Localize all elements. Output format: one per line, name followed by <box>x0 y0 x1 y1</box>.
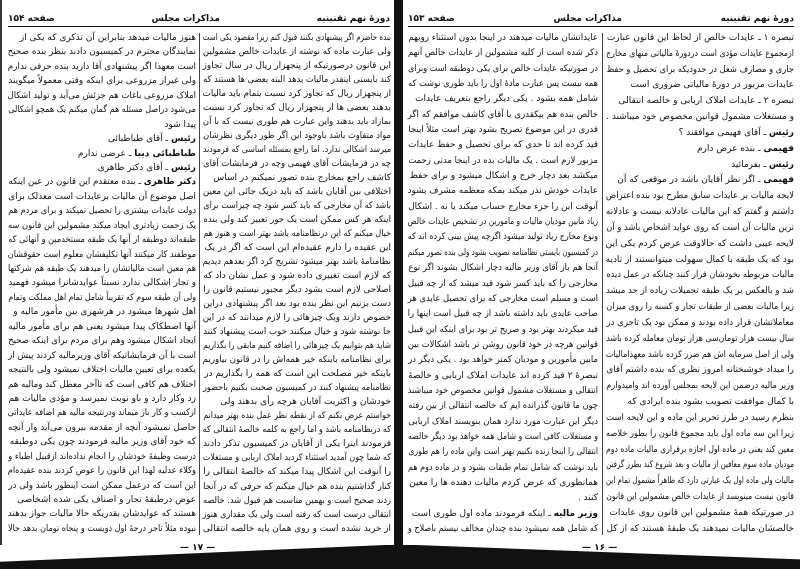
text-line: نبوده مثلاً تاجر درجهٔ اول دویست و پنجاه تومان بدهد حالا <box>8 523 196 534</box>
text-line: ولی آن طبقه سوم که تقریباً شامل تمام اهل مملکت وتمام <box>8 292 197 303</box>
text-line: است و مسلم است مخارجی که برای تحصیل عایدی هر <box>407 293 598 304</box>
text-line: بنظرم رسید در طرز تحریر این ماده و این لایحه است <box>605 412 794 423</box>
text-column-right <box>203 33 391 535</box>
speech-text: ـ آقای دکتر طاهری <box>97 162 172 173</box>
text-line: تبصره ۲ ـ عایدات املاک اربابی و خالصه انتقالی <box>618 96 794 107</box>
text-line: دیگر این عبارت مورد ندارد همان بنویسند املاک اربابی <box>408 416 598 427</box>
text-line: که لازم است تغییری داده شود و عمل نشان داد که <box>203 271 391 282</box>
text-line: کند بایستی اینقدر مالیات بدهد البته بعضی ها هستند که <box>203 75 391 86</box>
page-edge <box>0 0 2 545</box>
text-column-left <box>408 33 598 535</box>
text-line: انتقالی درست است که رفته است ولی یک مقداری هنوز <box>202 509 391 520</box>
text-line: است با آن فرمایشاتیکه آقای وزیرمالیه کردند پیش از <box>8 350 196 361</box>
text-line: کنند . <box>577 493 598 504</box>
column-divider <box>199 33 200 535</box>
text-line: صاحب عایدی باید داشته باشد از چه قبیل است اینها را <box>407 309 598 320</box>
text-line: قید کرده اند تا حدی که برای تحصیل و حفظ عایدات <box>408 140 598 151</box>
text-line: می‌شود دراصل مسئله هم گمان میکنم یک همچو اشکالی <box>8 105 196 116</box>
text-line: خیال میکنم که این درنظامنامه باشد بهتر است و هنوز هم <box>203 229 391 240</box>
text-line: پیدا شود <box>164 119 196 130</box>
text-line: معاملاتشان قرار داده بودند و ممکن بود یک تاجری در <box>606 317 794 328</box>
text-line: زیرا مالیات بعضی از طبقات تجار و کسبه را روی میزان <box>606 302 794 313</box>
text-line: و مستغلات کافی است و شامل همه خواهد بود دیگر خالصه <box>407 431 598 442</box>
left-page <box>0 0 396 569</box>
text-line: لایحه عیبی داشت که حالاوقت عرض کردم یکی این <box>605 238 794 249</box>
text-line: ازکسب و کار باز میماند ودرنتیجه مالیه هم اضافه عایداتی <box>7 408 196 419</box>
text-line: شاید هم بتوانیم یک چیزهائی را اضافه کنیم مابقی را بگذاریم <box>203 341 391 352</box>
column-divider <box>602 33 603 535</box>
text-line: نظامنامهٔ باشد بهتر میشود تشریح کرد اگر بعدهم دیدیم <box>202 257 391 268</box>
text-line: داشتم و گفتم که این مالیات عادلانه نیست و عادلانه <box>605 207 794 218</box>
text-line: این قانون درصورتیکه از پنجهزار ریال در سال تجاوز <box>202 61 391 72</box>
speech-text: ـ اینکه فرمودند ماده اول طوری است <box>411 508 554 519</box>
text-line: بدهند بعضی ها از پنجهزار ریال که تجاوز کرد نسبت <box>202 103 391 114</box>
speaker-name: رئیس <box>171 162 196 173</box>
text-line: برای نظامنامه باینکه خیر همه‌اش را در قانون بیاوریم <box>202 355 391 366</box>
text-line: اختلافی بین آقایان باشد که باید دریک جائی این معین <box>202 187 391 198</box>
speaker-name: رئیس <box>171 134 196 145</box>
speaker-name: فهیمی <box>763 143 794 154</box>
book-spine <box>394 0 403 545</box>
page-footer-number: — ۱۶ — <box>582 543 618 553</box>
text-line: لایحه مالیات بر عایدات سابق مطرح بود بنده اعتراض <box>605 191 794 202</box>
text-line: با کمال موافقت تصویب بشود بنده ایرادی که <box>627 397 794 408</box>
text-line: جا نوشته شود و خیال میکنند خوب است پیشنهاد کنند <box>203 327 391 338</box>
speaker-name: طباطبائی دیبا <box>134 148 196 159</box>
text-line: عایدات خودش نذر میکند بمکه معظمه مشرف بشود <box>407 186 598 197</box>
text-line: انتقالی و مستغلات مشمول قوانین مخصوص خود میباشند <box>407 385 598 396</box>
text-line: هستند که عوایدشان بقدریکه حالا مالیات جواز بدهند <box>7 509 196 520</box>
speaker-name: وزیر مالیه <box>553 508 598 519</box>
text-line: همانطوری که عرض کردم مالیات دهنده ها را معین <box>409 477 598 488</box>
text-line: خواستم عرض بکنم که از نقطه نظر عمل بنده بهتر میدانم <box>203 411 391 422</box>
speech-text: ـ اگر نظر آقایان باشد در موقعی که آن <box>617 175 764 186</box>
text-line: این عقیده را دارم عقیده‌ام این است که اگر در یک <box>204 243 391 254</box>
speech-text: ـ بنده عرض دارم <box>696 143 764 154</box>
text-line: در کمیسیون بایستی نظامنامه تصویب بشود ولی بنده تصور میکنم <box>407 247 598 258</box>
text-line: میرسد اشکالی ندارد. اما راجع بمسئله اساسی که فرمودند <box>203 145 391 156</box>
text-line: شد و بالعکس بر یک طبقه تحمیلات زیاده از حد میشد <box>605 286 794 297</box>
text-line: اهل شهرها میشود در هرشهری بین مأمور مالیه و <box>13 307 196 318</box>
text-line: را آنوقت این اشکال پیدا میکند که خالصهٔ انتقالی را <box>203 467 391 478</box>
text-line: مواد متفاوت باشد باوجود این اگر طور دیگری نظرشان <box>203 131 391 142</box>
text-line: مابین مأمورین و مودیان کمتر خواهد بود . یکی دیگر در <box>408 355 598 366</box>
text-line: شامل همه بشود . یکی دیگر راجع بتعریف عایدات <box>415 94 598 105</box>
speaker-name: رئیس <box>769 159 794 170</box>
text-line: عوض درطبقهٔ تجار و اصناف یکی شده اشخاصی <box>17 495 196 505</box>
text-line: کاشف راجع بمخارج بنده تصور نمیکنم در اساس <box>213 173 391 184</box>
text-line: چه در فرمایشات آقای فهیمی وچه در فرمایشات آقای <box>203 159 391 170</box>
page-footer-number: — ۱۷ — <box>180 543 216 553</box>
text-line: دولت عایدات بیشتری را تحصیل نمیکند و برای مردم هم <box>8 206 196 217</box>
text-line: مزبور لازم است . یک مالیات بده در اینجا مدتی زحمت <box>408 155 598 166</box>
text-line: را میداد خوشبختانه امروز نظری که بنده داشتم آقای <box>606 365 794 376</box>
header-page-number: صفحه ۱۵۴ <box>8 14 55 24</box>
text-line: عایداتشان مالیات میدهند در اینجا بدون استثناء رویهم <box>408 33 598 43</box>
speech-text: ـ آقای فهیمی موافقند ؟ <box>678 127 770 138</box>
text-line: زیاد مابین مودیان مالیات و مامورین در تشخیص عایدات خالص <box>407 217 598 228</box>
text-line: اصلاحی لازم است بشود دیگر مجبور نیستیم قانون را <box>203 285 391 296</box>
text-line: خالص بنده هم بیکقدری با آقای کاشف موافقم که اگر <box>407 109 598 120</box>
text-line: موظفند کار میکنند آنها تکلیفشان معلوم است حقوقشان <box>7 249 197 260</box>
text-line: که خود آقای وزیر مالیه فرمودند چون یکی دوطبقه <box>9 437 196 448</box>
text-line <box>8 149 196 160</box>
text-line: قدری در این موضوع تصریح بشود بهتر است مثلاً اینجا <box>408 125 598 136</box>
text-line: باشد که آن مخارجی که باید کسر شود چه چیزاست برای <box>203 201 391 212</box>
text-line: سال بیست هزار تومان‌سی هزار تومان معامله کرده باشد <box>606 333 794 344</box>
text-line: یکعده برای تعیین مالیات اختلاف نمیشود ولی بالنتیجه <box>8 365 197 376</box>
speech-text: ـ عرضی ندارم <box>77 148 135 159</box>
speech-text: ـ بنده معتقدم این قانون در عین اینکه <box>8 177 144 188</box>
text-line: کنار گذاشتیم بنده هم خیال میکنم که حرفی که در آنجا <box>203 481 391 492</box>
text-line: اینکه هر کس ممکن است یک جور تعبیر کند ولی بنده <box>203 215 391 226</box>
text-line: مخارجی را که باید کسر شود قید میشد که از چه قبیل <box>407 278 598 289</box>
speaker-name: رئیس <box>769 127 794 138</box>
text-column-right <box>606 33 794 535</box>
text-line: طبقه‌اند دوطبقه از آنها یک طبقه مستخدمین و آنهائی که <box>8 235 196 246</box>
speaker-name: دکتر طاهری <box>143 177 196 188</box>
text-line: فرمودند اینرا یکی از آقایان در کمیسیون تذکر دادند <box>202 439 391 450</box>
text-line <box>606 128 794 139</box>
header-title: مذاکرات مجلس <box>553 14 622 24</box>
text-line: وزیر مالیه درضمن این لایحه بمجلس آورده اند وامیدوارم <box>606 381 794 392</box>
text-line: زد وکار دارد و باو نوبت نمیرسد و مؤدی مالیات هم <box>8 393 196 404</box>
text-line: که شما چون آمدید استثناء کردید املاک اربابی و مستغلات <box>202 453 391 464</box>
text-line: قید میکردند بهتر بود و صریح تر بود برای اینکه این قبیل <box>407 324 598 335</box>
text-line <box>8 163 196 174</box>
text-line: عایدات مزبور در دورهٔ مالیاتی ضروری است <box>630 80 794 91</box>
header-series: دورهٔ نهم تقنینیه <box>316 14 390 24</box>
text-line: دست بزنیم این نظر بنده بود بعد اگر پیشنهادی دراین <box>203 299 391 310</box>
text-line: بود که یک طبقه با کمال سهولت میتوانستند از تادیه <box>605 254 794 265</box>
text-line <box>606 175 794 186</box>
text-line: مالیات ولی ماده اول یک عبارتی دارد که ظاهراً مشمول تمام این <box>605 476 794 487</box>
text-line: ایجاد اشکال میشود وهم برای مردم برای اینکه صحیح <box>8 336 196 347</box>
text-line <box>606 160 794 171</box>
header-series: دورهٔ نهم تقنینیه <box>720 14 794 24</box>
speech-text: ـ بفرمائید <box>731 159 770 170</box>
text-line: آنوقت این را جزء مخارج حساب میکند یا نه . اشکال <box>408 201 598 212</box>
text-line: نمایندگان محترم در کمیسیون دادند بنظر بنده صحیح <box>7 47 197 58</box>
text-line: و تجار اشکالی ندارد نسبتاً عوایدشانرا میشود فهمید <box>8 278 196 289</box>
text-line <box>8 134 196 145</box>
text-line: معین کند یعنی در ماده اول اجازه برقراری مالیات ماده دوم <box>606 444 794 455</box>
text-line: وکلاء عدلیه لهذا این قانون را عوض کردند بنده عقیده‌ام <box>7 466 197 477</box>
text-line: هنوز مالیات میدهد بنابراین آن تذکری که یکی از <box>19 33 196 43</box>
text-line: هم معین است مالیاتشان را میدهند یک طبقه هم شرکتها <box>7 264 196 274</box>
text-line: اختلاف هم کافی است که تاآخر معطل کند ومالیه هم <box>7 379 197 390</box>
text-line: ولی از اصل سرمایه اش هم ضرر کرده باشد معهذامالیات <box>605 349 794 360</box>
speaker-name: فهیمی <box>763 175 794 186</box>
text-line: خصوص دارند ویک چیزهائی را لازم میدانند که در این <box>202 313 391 324</box>
text-line: بنده حاضرم اگر پیشنهادی بکنند قبول کنم زیرا مقصود یکی است <box>202 33 391 43</box>
right-page <box>402 0 800 569</box>
text-line: ازمجموع عایدات مؤدی است دردورهٔ مالیاتی منهای مخارج <box>606 48 794 59</box>
text-line: املاک مزروعی باغات هم جزئش می‌آید و تولید اشکال <box>7 90 197 101</box>
page-header <box>8 6 390 27</box>
text-line: همه نیست پس عبارت مادهٔ اول را باید طوری نوشت که <box>408 79 598 90</box>
text-line: ونوع مخارج زیاد تولید میشود اگرچه پیش بینی کرده اند که <box>407 232 598 243</box>
text-line <box>8 177 196 188</box>
text-line: یک زحمت زیادتری ایجاد میکند مشمولین این قانون سه <box>7 220 196 231</box>
text-line: قانون نیست مینویسد از عایدات خالص مشمولین این قانون <box>606 492 794 503</box>
text-line: ولی غیراز مزروعی برای اینکه وقتی معمولاً میگویند <box>8 76 197 87</box>
speech-text: ـ آقای طباطبائی <box>107 134 172 145</box>
text-line: از خرید نشده است و روی همان پایه خالصه انتقالی <box>202 523 391 534</box>
text-line: درست وظیفهٔ خودشان را انجام نداده‌اند ازقبیل اطباء و <box>8 451 197 462</box>
text-line: زدند صحیح است و بهمین مناسبت هم قبول شد. خالصه <box>202 495 391 506</box>
text-line <box>408 509 598 520</box>
text-line: این است که درعمل ممکن است اینطور باشد ولی در <box>8 480 197 491</box>
text-column-left <box>8 33 196 535</box>
page-header <box>408 6 794 27</box>
text-line: ذکر شده است از کلیه مشمولین از عایدات خالص آنهم <box>407 48 598 59</box>
text-line: اصل موضوع آن مالیات برعایدات است معذلک برای <box>8 191 197 202</box>
text-line: میکشد بعد دچار خرج و اشکال میشود و برای حفظ <box>409 171 598 182</box>
text-line: زیرا این سه ماده اول باید مجموع قانون را بطور خلاصه <box>605 428 794 439</box>
text-line: آنجا هم باز آقای وزیر مالیه دچار اشکال بشوند اگر نوع <box>408 263 598 274</box>
text-line: انتقالی را اینجا زنده نکنیم بهتر است واین ماده را هم طوری <box>408 447 598 458</box>
text-line: مودیان ماده سوم معافین از مالیات و بعد شروع کند بطرز گرفتن <box>606 460 794 471</box>
text-line: باینکه خیر مصلحت این است که همه را بگذاریم در <box>204 369 391 380</box>
text-line: در صورتیکه عایدات خالص برای یکی دوطبقه است وبرای <box>407 63 598 74</box>
text-line: مالیات مربوطه بخودشان فرار کنند چنانکه در عمل دیده <box>606 270 794 281</box>
text-line: باید نوشت که شامل تمام طبقات بشود و در ماده دوم هم <box>407 462 598 473</box>
text-line: چون ما قانون گذرانده ایم که خالصه انتقالی از بین رفته <box>408 401 598 412</box>
text-line: جاری و مصارف شغل در حدودیکه برای تحصیل و حفظ <box>606 64 794 75</box>
text-line: در صورتیکه همهٔ مشمولین این قانون روی عایدات <box>609 507 794 518</box>
text-line: ترین مالیات آن است که روی عواید اشخاص باشد و آن <box>606 222 794 233</box>
text-line: بمازاد باید بدهند واین عبارت هم طوری نیست که با آن <box>202 117 391 128</box>
text-line: و مستغلات مشمول قوانین مخصوص خود میباشند . <box>606 112 794 123</box>
text-line: از پنجهزار ریال که تجاوز کرد نسبت بتمام باید مالیات <box>202 89 391 100</box>
text-line: تبصرهٔ ۲ قید کرده اند عایدات املاک اربابی و خالصهٔ <box>408 370 598 381</box>
text-line: تبصره ۱ ـ عایدات خالص از لحاظ این قانون عبارت <box>606 33 794 43</box>
text-line: که شامل همه نمیشود بنده چندان مخالف نیستم باصلاح و <box>407 524 598 534</box>
text-line: خودشان و اکثریت آقایان هرچه رأی بدهند ولی <box>220 397 391 408</box>
text-line: است معهذا اگر پیشنهادی آقا دارید بنده حرفی ندارم <box>7 61 196 72</box>
text-line: حاصل نمیشود آنچه از مقدمه بیرون می‌آید واز آنچه <box>7 422 196 433</box>
text-line: ولی عبارت ماده که نوشته از عایدات خالص مشمولین <box>202 47 391 58</box>
text-line: که درنظامنامه باشد و اما راجع به کلمه خالصهٔ انتقالی که <box>202 425 391 436</box>
text-line <box>606 144 794 155</box>
header-title: مذاکرات مجلس <box>151 14 220 24</box>
text-line: قوانین هرچه در خود قانون روشن تر باشد اشکالات بین <box>407 339 598 350</box>
header-page-number: صفحه ۱۵۳ <box>408 14 455 24</box>
text-line: آنها اصطکاک پیدا میشود یعنی هم برای مأمور مالیه <box>8 321 197 332</box>
text-line: نظامنامه پیشنهاد کنند در کمیسیون صحبت بکنیم باحضور <box>202 383 391 394</box>
text-line: خالصشان مالیات نمیدهند یک طبقهٔ هستند که از کل <box>606 523 794 534</box>
